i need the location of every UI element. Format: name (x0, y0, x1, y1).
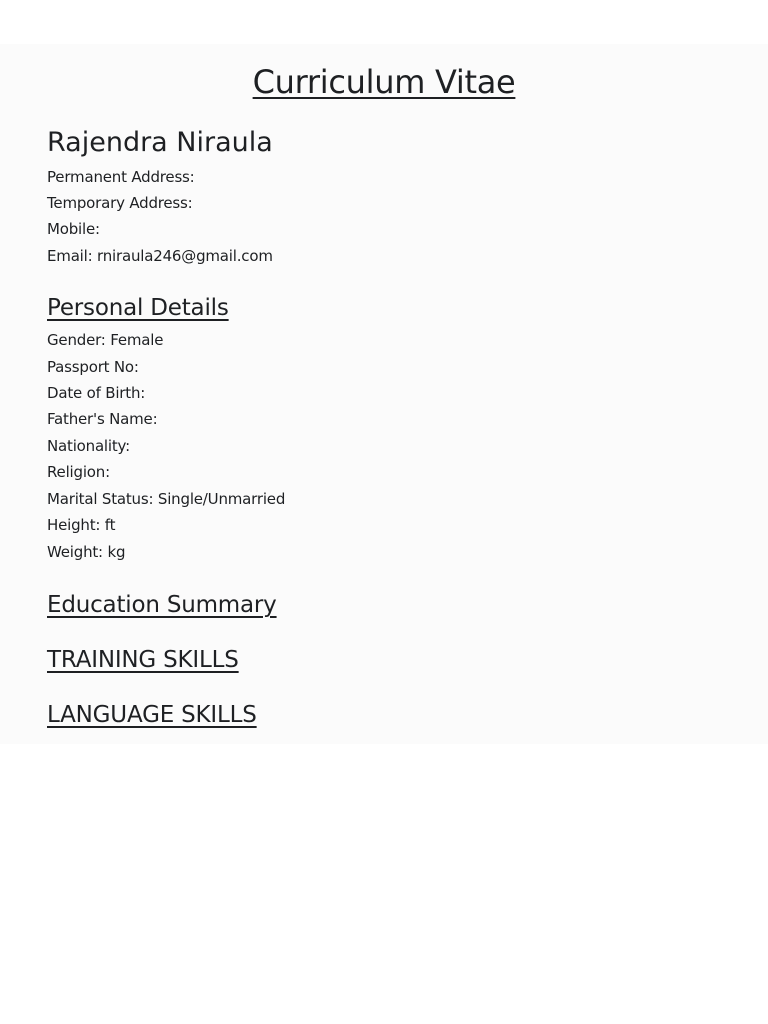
temporary-address-field: Temporary Address: (47, 194, 193, 212)
mobile-field: Mobile: (47, 220, 100, 238)
religion-field: Religion: (47, 463, 110, 481)
passport-no-field: Passport No: (47, 358, 139, 376)
height-field: Height: ft (47, 516, 116, 534)
fathers-name-field: Father's Name: (47, 410, 158, 428)
gender-field: Gender: Female (47, 331, 164, 349)
date-of-birth-field: Date of Birth: (47, 384, 146, 402)
personal-details-heading: Personal Details (47, 295, 229, 321)
document-title: Curriculum Vitae (252, 63, 516, 101)
email-field: Email: rniraula246@gmail.com (47, 247, 273, 265)
applicant-name: Rajendra Niraula (47, 127, 273, 158)
language-skills-heading: LANGUAGE SKILLS (47, 702, 257, 728)
permanent-address-field: Permanent Address: (47, 168, 195, 186)
marital-status-field: Marital Status: Single/Unmarried (47, 490, 286, 508)
education-summary-heading: Education Summary (47, 592, 277, 618)
training-skills-heading: TRAINING SKILLS (47, 647, 239, 673)
weight-field: Weight: kg (47, 543, 126, 561)
nationality-field: Nationality: (47, 437, 130, 455)
